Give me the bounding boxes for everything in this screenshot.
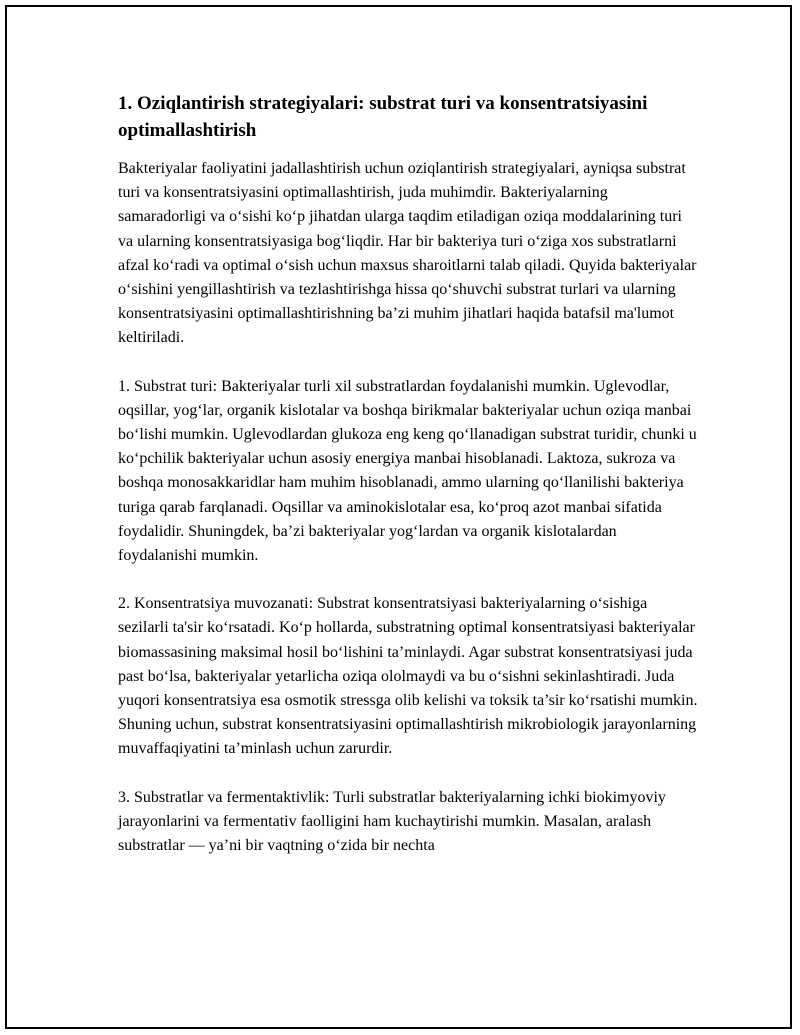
paragraph-concentration-balance: 2. Konsentratsiya muvozanati: Substrat konsentratsiyasi bakteriyalarning o‘sishiga sezilarli ta'sir ko‘rsatadi. Ko‘p hollarda, substratning optimal konsentratsiyasi bakteriyalar biomassasining maksimal hosil bo‘lishini ta’minlaydi. Agar substrat konsentratsiyasi juda past bo‘lsa, bakteriyalar yetarlicha oziqa ololmaydi va bu o‘sishni sekinlashtiradi. Juda yuqori konsentratsiya esa osmotik stressga olib kelishi va toksik ta’sir ko‘rsatishi mumkin. Shuning uchun, substrat konsentratsiyasini optimallashtirish mikrobiologik jarayonlarning muvaffaqiyatini ta’minlash uchun zarurdir. — [118, 595, 698, 758]
paragraph-substrate-type: 1. Substrat turi: Bakteriyalar turli xil substratlardan foydalanishi mumkin. Uglevodlar, oqsillar, yog‘lar, organik kislotalar va boshqa birikmalar bakteriyalar uchun oziqa manbai bo‘lishi mumkin. Uglevodlardan glukoza eng keng qo‘llanadigan substrat turidir, chunki u ko‘pchilik bakteriyalar uchun asosiy energiya manbai hisoblanadi. Laktoza, sukroza va boshqa monosakkaridlar ham muhim hisoblanadi, ammo ularning qo‘llanilishi bakteriya turiga qarab farqlanadi. Oqsillar va aminokislotalar esa, ko‘proq azot manbai sifatida foydalidir. Shuningdek, ba’zi bakteriyalar yog‘lardan va organik kislotalardan foydalanishi mumkin. — [118, 377, 697, 565]
section-heading: 1. Oziqlantirish strategiyalari: substrat turi va konsentratsiyasini optimallashtirish — [118, 93, 648, 141]
document-body — [118, 90, 698, 882]
paragraph-enzyme-activity: 3. Substratlar va fermentaktivlik: Turli substratlar bakteriyalarning ichki biokimyoviy jarayonlarini va fermentativ faolligini ham kuchaytirishi mumkin. Masalan, aralash substratlar — ya’ni bir vaqtning o‘zida bir nechta — [118, 788, 666, 855]
paragraph-intro: Bakteriyalar faoliyatini jadallashtirish uchun oziqlantirish strategiyalari, ayniqsa substrat turi va konsentratsiyasini optimallashtirish, juda muhimdir. Bakteriyalarning samaradorligi va o‘sishi ko‘p jihatdan ularga taqdim etiladigan oziqa moddalarining turi va ularning konsentratsiyasiga bog‘liqdir. Har bir bakteriya turi o‘ziga xos substratlarni afzal ko‘radi va optimal o‘sish uchun maxsus sharoitlarni talab qiladi. Quyida bakteriyalar o‘sishini yengillashtirish va tezlashtirishga hissa qo‘shuvchi substrat turlari va ularning konsentratsiyasini optimallashtirishning ba’zi muhim jihatlari haqida batafsil ma'lumot keltiriladi. — [118, 160, 697, 347]
